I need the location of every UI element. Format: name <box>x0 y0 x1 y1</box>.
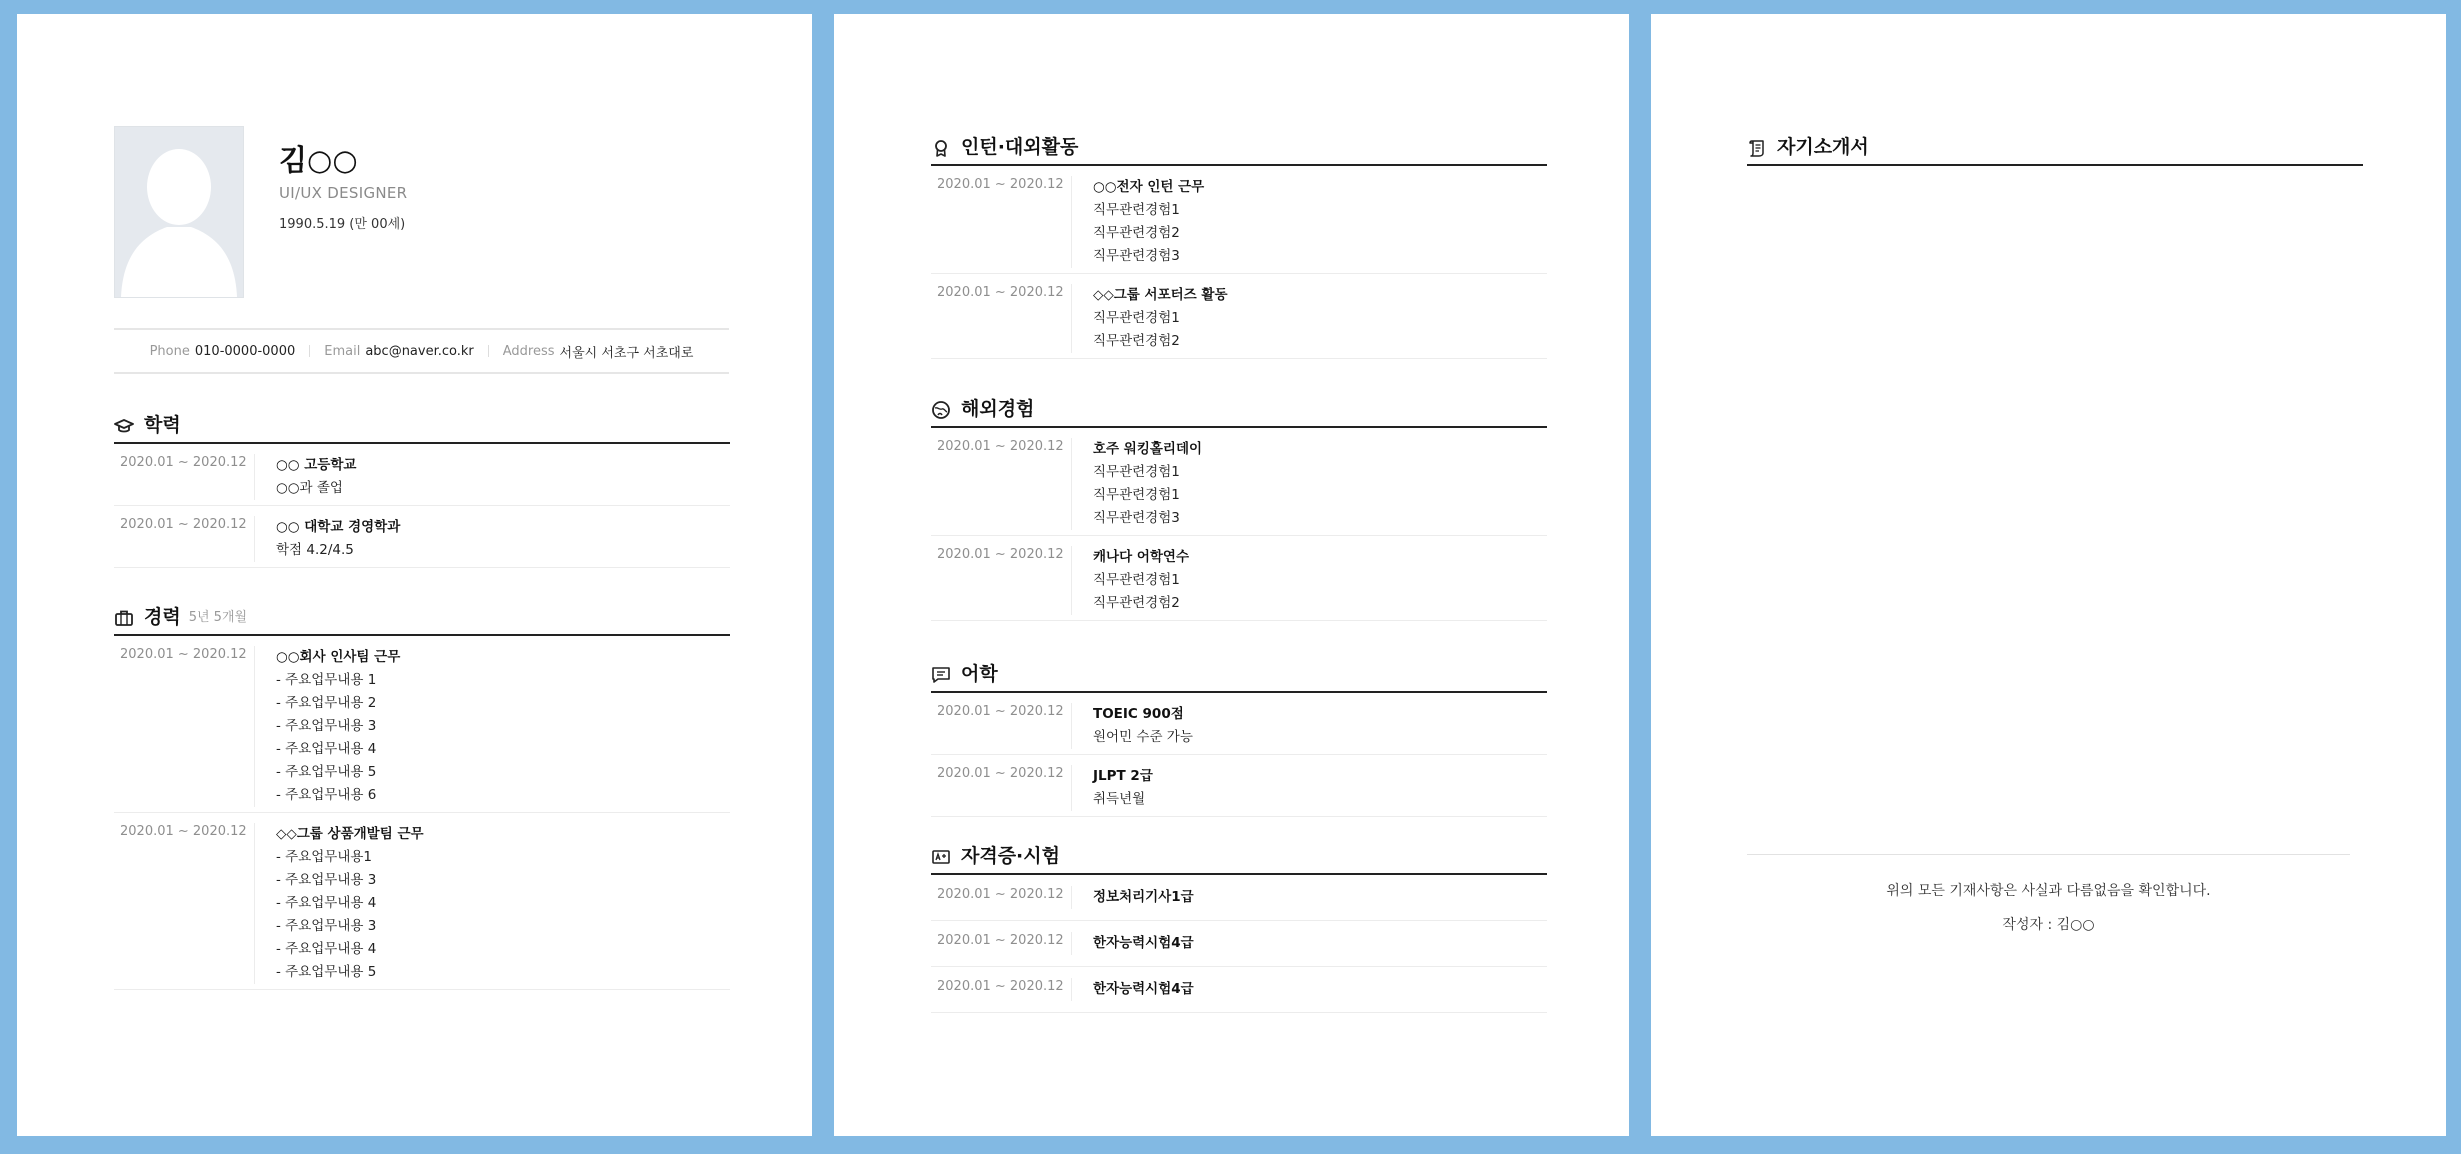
item-details <box>1072 438 1202 530</box>
contact-divider <box>309 345 310 357</box>
briefcase-icon <box>114 608 134 628</box>
item-detail-line: 원어민 수준 가능 <box>1093 729 1193 745</box>
pledge-divider <box>1747 854 2350 855</box>
globe-icon <box>931 400 951 420</box>
item-details <box>1072 886 1194 909</box>
award-icon <box>931 138 951 158</box>
id-card-icon <box>931 847 951 867</box>
profile-role: UI/UX DESIGNER <box>279 184 408 202</box>
contact-divider <box>488 345 489 357</box>
phone-value: 010-0000-0000 <box>194 343 296 359</box>
section-header <box>1747 132 2363 166</box>
address-label: Address <box>502 343 555 359</box>
item-details <box>255 646 400 807</box>
item-details <box>1072 765 1153 811</box>
section-header <box>931 841 1547 875</box>
item-title: ◇◇그룹 서포터즈 활동 <box>1093 287 1228 303</box>
item-title: ○○ 고등학교 <box>276 457 357 473</box>
education-list <box>114 444 730 568</box>
item-detail-line: - 주요업무내용 6 <box>276 787 377 803</box>
section-header <box>931 132 1547 166</box>
section-header <box>114 602 730 636</box>
item-detail-line: 직무관련경험1 <box>1093 572 1180 588</box>
list-item <box>931 967 1547 1013</box>
item-detail-line: 학점 4.2/4.5 <box>276 542 354 558</box>
item-detail-line: - 주요업무내용 4 <box>276 941 377 957</box>
item-date: 2020.01 ~ 2020.12 <box>931 765 1072 811</box>
item-title: JLPT 2급 <box>1093 768 1153 784</box>
list-item <box>931 693 1547 755</box>
list-item <box>931 536 1547 621</box>
list-item <box>114 636 730 813</box>
section-title: 학력 <box>144 414 181 436</box>
item-detail-line: - 주요업무내용 4 <box>276 741 377 757</box>
item-details <box>1072 703 1193 749</box>
email-value: abc@naver.co.kr <box>365 343 474 359</box>
item-detail-line: - 주요업무내용1 <box>276 849 372 865</box>
item-title: 정보처리기사1급 <box>1093 889 1194 905</box>
list-item <box>931 755 1547 817</box>
address-value: 서울시 서초구 서초대로 <box>559 345 694 361</box>
section-title: 자기소개서 <box>1777 136 1869 158</box>
item-title: 한자능력시험4급 <box>1093 981 1194 997</box>
item-detail-line: 직무관련경험1 <box>1093 464 1180 480</box>
resume-page-3 <box>1651 14 2446 1136</box>
overseas-section <box>931 394 1547 621</box>
item-details <box>255 516 400 562</box>
item-date: 2020.01 ~ 2020.12 <box>931 703 1072 749</box>
pledge-author: 작성자 : 김○○ <box>2002 917 2095 933</box>
item-detail-line: 직무관련경험2 <box>1093 225 1180 241</box>
item-date: 2020.01 ~ 2020.12 <box>931 176 1072 268</box>
item-date: 2020.01 ~ 2020.12 <box>931 438 1072 530</box>
item-detail-line: 직무관련경험1 <box>1093 202 1180 218</box>
item-details <box>1072 932 1194 955</box>
language-section <box>931 659 1547 817</box>
item-detail-line: - 주요업무내용 5 <box>276 964 377 980</box>
item-title: 캐나다 어학연수 <box>1093 549 1189 565</box>
list-item <box>931 274 1547 359</box>
item-details <box>1072 176 1204 268</box>
list-item <box>931 428 1547 536</box>
contact-bar <box>114 328 729 374</box>
item-detail-line: 직무관련경험1 <box>1093 487 1180 503</box>
section-header <box>931 394 1547 428</box>
item-details <box>255 823 424 984</box>
item-details <box>1072 546 1189 615</box>
language-list <box>931 693 1547 817</box>
item-detail-line: 직무관련경험3 <box>1093 248 1180 264</box>
item-date: 2020.01 ~ 2020.12 <box>114 516 255 562</box>
education-section <box>114 410 730 568</box>
career-section <box>114 602 730 990</box>
item-title: 한자능력시험4급 <box>1093 935 1194 951</box>
certificates-list <box>931 875 1547 1013</box>
item-details <box>255 454 356 500</box>
certificates-section <box>931 841 1547 1013</box>
item-detail-line: ○○과 졸업 <box>276 480 343 496</box>
item-title: 호주 워킹홀리데이 <box>1093 441 1203 457</box>
profile-birth: 1990.5.19 (만 00세) <box>279 217 406 232</box>
item-date: 2020.01 ~ 2020.12 <box>114 646 255 807</box>
item-detail-line: 취득년월 <box>1093 791 1146 807</box>
list-item <box>931 875 1547 921</box>
scroll-icon <box>1747 138 1767 158</box>
overseas-list <box>931 428 1547 621</box>
list-item <box>114 506 730 568</box>
list-item <box>114 444 730 506</box>
email-label: Email <box>324 343 361 359</box>
career-duration: 5년 5개월 <box>188 610 248 625</box>
list-item <box>114 813 730 990</box>
profile-name: 김○○ <box>279 143 358 177</box>
resume-page-2 <box>834 14 1629 1136</box>
item-detail-line: 직무관련경험1 <box>1093 310 1180 326</box>
item-title: TOEIC 900점 <box>1093 706 1184 722</box>
section-title: 어학 <box>961 663 998 685</box>
item-date: 2020.01 ~ 2020.12 <box>931 886 1072 909</box>
item-title: ◇◇그룹 상품개발팀 근무 <box>276 826 424 842</box>
list-item <box>931 921 1547 967</box>
item-title: ○○ 대학교 경영학과 <box>276 519 401 535</box>
list-item <box>931 166 1547 274</box>
phone-label: Phone <box>149 343 190 359</box>
item-detail-line: - 주요업무내용 4 <box>276 895 377 911</box>
career-list <box>114 636 730 990</box>
item-detail-line: - 주요업무내용 1 <box>276 672 377 688</box>
item-date: 2020.01 ~ 2020.12 <box>114 454 255 500</box>
item-title: ○○회사 인사팀 근무 <box>276 649 401 665</box>
graduation-cap-icon <box>114 416 134 436</box>
section-header <box>114 410 730 444</box>
profile-photo-placeholder <box>114 126 244 298</box>
section-title: 인턴·대외활동 <box>961 136 1079 158</box>
chat-bubble-icon <box>931 665 951 685</box>
item-date: 2020.01 ~ 2020.12 <box>114 823 255 984</box>
item-detail-line: - 주요업무내용 5 <box>276 764 377 780</box>
section-header <box>931 659 1547 693</box>
section-title: 해외경험 <box>961 398 1035 420</box>
section-title: 자격증·시험 <box>961 845 1060 867</box>
item-title: ○○전자 인턴 근무 <box>1093 179 1205 195</box>
pledge-text: 위의 모든 기재사항은 사실과 다름없음을 확인합니다. <box>1886 883 2211 899</box>
item-detail-line: 직무관련경험3 <box>1093 510 1180 526</box>
resume-page-1 <box>17 14 812 1136</box>
item-detail-line: - 주요업무내용 2 <box>276 695 377 711</box>
item-date: 2020.01 ~ 2020.12 <box>931 284 1072 353</box>
item-detail-line: - 주요업무내용 3 <box>276 718 377 734</box>
person-silhouette-icon <box>115 127 243 297</box>
item-details <box>1072 978 1194 1001</box>
item-detail-line: - 주요업무내용 3 <box>276 872 377 888</box>
section-title: 경력 <box>144 606 181 628</box>
item-detail-line: 직무관련경험2 <box>1093 595 1180 611</box>
item-detail-line: 직무관련경험2 <box>1093 333 1180 349</box>
item-date: 2020.01 ~ 2020.12 <box>931 546 1072 615</box>
cover-letter-section <box>1747 132 2363 166</box>
internship-list <box>931 166 1547 359</box>
item-detail-line: - 주요업무내용 3 <box>276 918 377 934</box>
item-details <box>1072 284 1228 353</box>
item-date: 2020.01 ~ 2020.12 <box>931 932 1072 955</box>
internship-section <box>931 132 1547 359</box>
item-date: 2020.01 ~ 2020.12 <box>931 978 1072 1001</box>
